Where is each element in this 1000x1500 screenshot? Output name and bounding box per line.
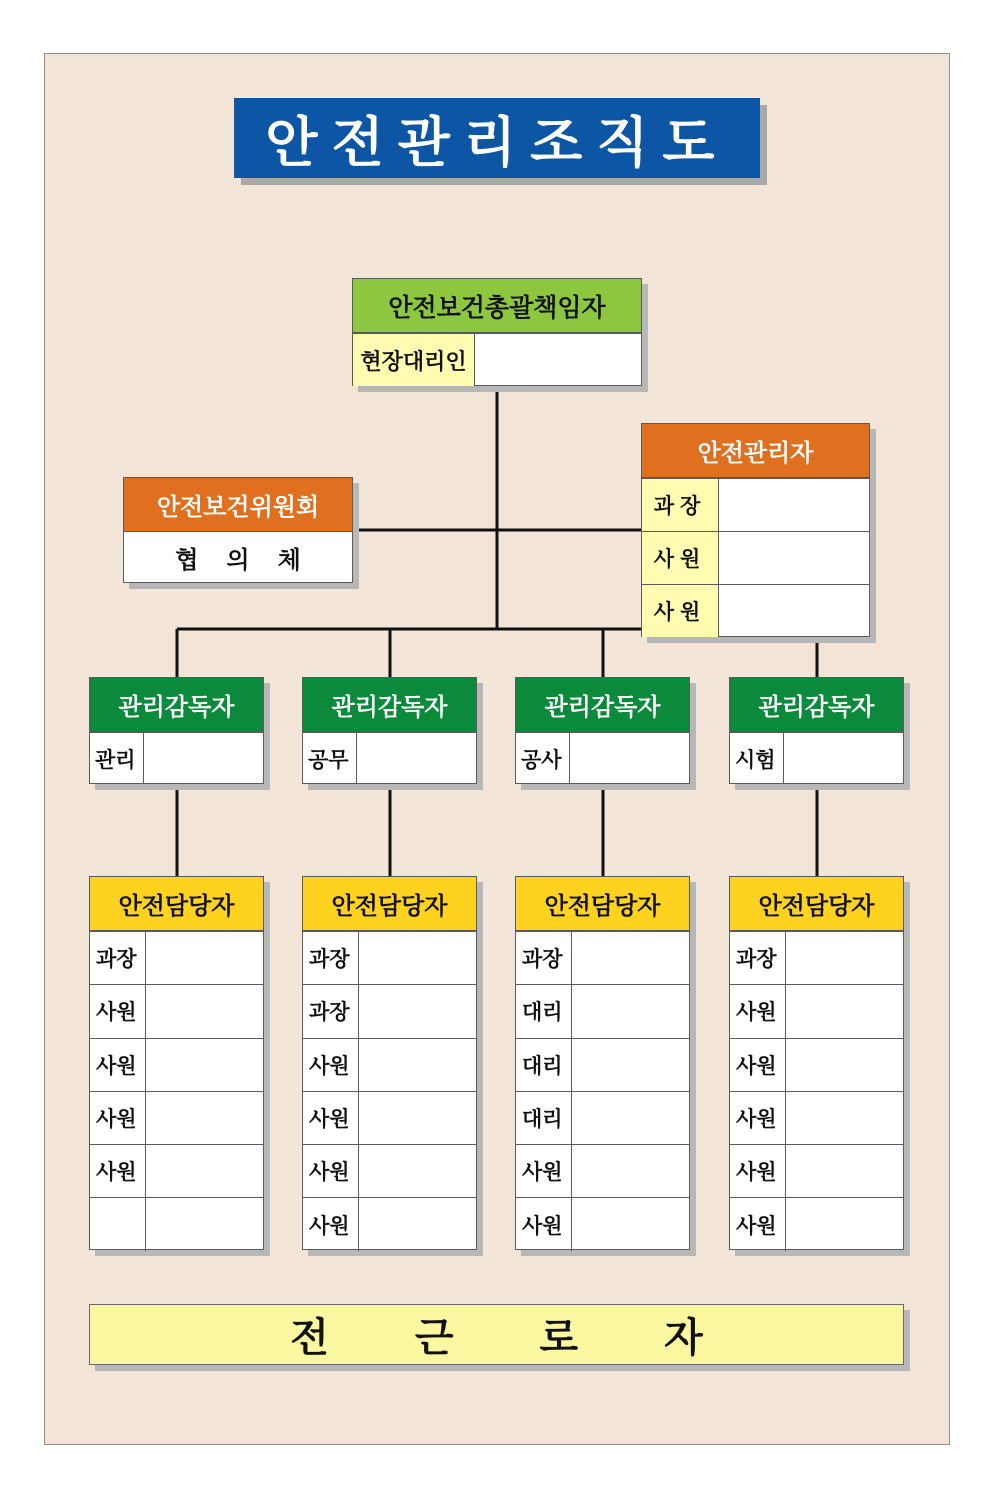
safety-officer-row xyxy=(730,1038,903,1091)
supervisor-box-4 xyxy=(729,677,904,784)
safety-officer-role xyxy=(90,1198,146,1250)
safety-officer-row xyxy=(516,1038,689,1091)
safety-officer-value xyxy=(572,1039,689,1091)
safety-officer-row xyxy=(303,1197,476,1250)
safety-officer-role: 사원 xyxy=(730,985,786,1037)
supervisor-row xyxy=(730,732,903,784)
supervisor-header: 관리감독자 xyxy=(303,678,476,732)
safety-officer-row xyxy=(730,1197,903,1250)
safety-officer-row xyxy=(730,1091,903,1144)
safety-officer-value xyxy=(359,1145,476,1197)
general-manager-box xyxy=(352,278,642,386)
general-manager-role: 현장대리인 xyxy=(353,334,475,386)
safety-officer-row xyxy=(90,984,263,1037)
chart-title: 안전관리조직도 xyxy=(234,98,760,178)
safety-officer-role: 과장 xyxy=(303,985,359,1037)
safety-officer-box-2 xyxy=(302,876,477,1250)
safety-officer-value xyxy=(359,1198,476,1250)
supervisor-value xyxy=(144,733,263,784)
safety-officer-value xyxy=(572,1145,689,1197)
safety-officer-role: 사원 xyxy=(730,1092,786,1144)
supervisor-box-2 xyxy=(302,677,477,784)
safety-officer-row xyxy=(516,1197,689,1250)
safety-officer-header: 안전담당자 xyxy=(303,877,476,931)
safety-officer-role: 사원 xyxy=(516,1145,572,1197)
supervisor-role: 시험 xyxy=(730,733,784,784)
safety-manager-role: 과장 xyxy=(642,479,719,531)
safety-officer-row xyxy=(730,1144,903,1197)
supervisor-header: 관리감독자 xyxy=(90,678,263,732)
safety-officer-row xyxy=(303,1144,476,1197)
safety-officer-header: 안전담당자 xyxy=(90,877,263,931)
safety-manager-value xyxy=(719,585,869,637)
safety-officer-row xyxy=(303,1038,476,1091)
safety-officer-role: 대리 xyxy=(516,1092,572,1144)
all-workers-bar: 전근로자 xyxy=(89,1304,904,1365)
safety-officer-value xyxy=(146,932,263,984)
safety-officer-row xyxy=(90,931,263,984)
safety-officer-row xyxy=(303,984,476,1037)
safety-officer-row xyxy=(90,1197,263,1250)
safety-officer-role: 사원 xyxy=(516,1198,572,1250)
supervisor-row xyxy=(90,732,263,784)
safety-officer-role: 과장 xyxy=(303,932,359,984)
supervisor-box-1 xyxy=(89,677,264,784)
safety-officer-role: 사원 xyxy=(303,1198,359,1250)
safety-officer-value xyxy=(146,985,263,1037)
safety-officer-value xyxy=(146,1145,263,1197)
supervisor-row xyxy=(303,732,476,784)
safety-manager-row xyxy=(642,478,869,531)
safety-manager-role: 사원 xyxy=(642,585,719,637)
safety-manager-box xyxy=(641,423,870,637)
safety-manager-value xyxy=(719,479,869,531)
supervisor-header: 관리감독자 xyxy=(516,678,689,732)
safety-officer-row xyxy=(90,1038,263,1091)
safety-officer-value xyxy=(786,1092,903,1144)
safety-officer-value xyxy=(572,1092,689,1144)
safety-officer-value xyxy=(786,1198,903,1250)
safety-officer-role: 사원 xyxy=(730,1198,786,1250)
safety-officer-row xyxy=(516,1091,689,1144)
committee-body: 협의체 xyxy=(175,546,329,574)
safety-officer-value xyxy=(359,985,476,1037)
supervisor-role: 공사 xyxy=(516,733,570,784)
safety-officer-role: 사원 xyxy=(730,1039,786,1091)
safety-manager-value xyxy=(719,532,869,584)
safety-officer-role: 사원 xyxy=(90,1145,146,1197)
safety-officer-role: 사원 xyxy=(90,1092,146,1144)
safety-officer-header: 안전담당자 xyxy=(516,877,689,931)
safety-officer-role: 사원 xyxy=(303,1092,359,1144)
safety-officer-value xyxy=(146,1039,263,1091)
safety-officer-row xyxy=(516,931,689,984)
supervisor-value xyxy=(357,733,476,784)
safety-officer-role: 과장 xyxy=(730,932,786,984)
safety-officer-value xyxy=(572,1198,689,1250)
safety-officer-value xyxy=(572,932,689,984)
safety-officer-role: 사원 xyxy=(90,985,146,1037)
general-manager-value xyxy=(475,334,641,386)
supervisor-role: 관리 xyxy=(90,733,144,784)
safety-officer-row xyxy=(303,1091,476,1144)
safety-officer-role: 사원 xyxy=(730,1145,786,1197)
safety-officer-role: 사원 xyxy=(303,1145,359,1197)
supervisor-role: 공무 xyxy=(303,733,357,784)
supervisor-row xyxy=(516,732,689,784)
safety-officer-role: 대리 xyxy=(516,1039,572,1091)
safety-officer-value xyxy=(786,932,903,984)
safety-officer-box-4 xyxy=(729,876,904,1250)
safety-officer-row xyxy=(516,1144,689,1197)
supervisor-box-3 xyxy=(515,677,690,784)
safety-officer-row xyxy=(730,931,903,984)
safety-officer-box-1 xyxy=(89,876,264,1250)
general-manager-row xyxy=(353,333,641,386)
safety-officer-value xyxy=(146,1198,263,1250)
safety-manager-role: 사원 xyxy=(642,532,719,584)
safety-manager-row xyxy=(642,531,869,584)
safety-officer-box-3 xyxy=(515,876,690,1250)
safety-officer-value xyxy=(359,932,476,984)
safety-officer-row xyxy=(730,984,903,1037)
safety-officer-value xyxy=(786,985,903,1037)
safety-officer-role: 과장 xyxy=(516,932,572,984)
safety-officer-row xyxy=(90,1091,263,1144)
safety-manager-header: 안전관리자 xyxy=(642,424,869,478)
safety-officer-row xyxy=(303,931,476,984)
committee-box xyxy=(123,477,353,583)
safety-officer-value xyxy=(786,1039,903,1091)
safety-officer-value xyxy=(786,1145,903,1197)
safety-manager-row xyxy=(642,584,869,637)
safety-officer-value xyxy=(572,985,689,1037)
safety-officer-header: 안전담당자 xyxy=(730,877,903,931)
general-manager-header: 안전보건총괄책임자 xyxy=(353,279,641,333)
safety-officer-role: 사원 xyxy=(90,1039,146,1091)
supervisor-value xyxy=(570,733,689,784)
safety-officer-value xyxy=(146,1092,263,1144)
safety-officer-role: 과장 xyxy=(90,932,146,984)
safety-officer-role: 대리 xyxy=(516,985,572,1037)
safety-officer-value xyxy=(359,1092,476,1144)
safety-officer-value xyxy=(359,1039,476,1091)
supervisor-value xyxy=(784,733,903,784)
safety-officer-row xyxy=(90,1144,263,1197)
safety-officer-role: 사원 xyxy=(303,1039,359,1091)
committee-header: 안전보건위원회 xyxy=(124,478,352,532)
safety-officer-row xyxy=(516,984,689,1037)
supervisor-header: 관리감독자 xyxy=(730,678,903,732)
